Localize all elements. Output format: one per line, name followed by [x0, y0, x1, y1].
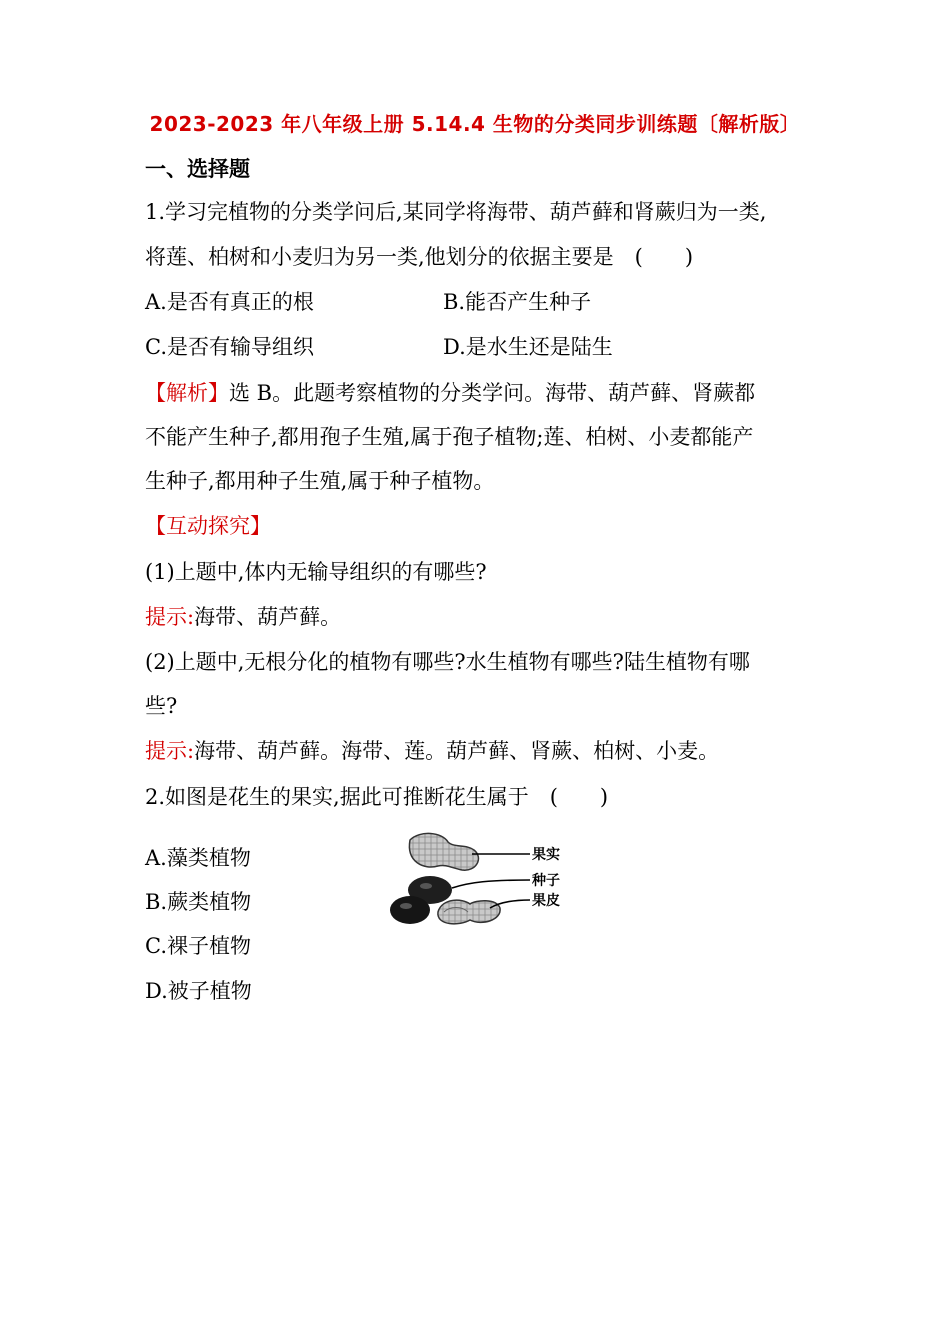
sub1-answer: 海带、葫芦藓。: [194, 605, 342, 629]
analysis-label: 【解析】: [145, 381, 229, 405]
q2-option-d: D.被子植物: [145, 979, 252, 1003]
document-title: 2023-2023 年八年级上册 5.14.4 生物的分类同步训练题〔解析版〕: [149, 112, 801, 136]
sub2-answer-line: [145, 735, 719, 765]
q1-analysis-line3: 生种子,都用种子生殖,属于种子植物。: [145, 469, 495, 493]
q2-option-b: B.蕨类植物: [145, 890, 252, 914]
explore-label: 【互动探究】: [145, 514, 271, 538]
q1-option-d: D.是水生还是陆生: [443, 335, 613, 359]
seed-leader-line: [452, 880, 530, 888]
peanut-figure: [380, 828, 580, 932]
q1-stem-line2: 将莲、柏树和小麦归为另一类,他划分的依据主要是 ( ): [145, 245, 694, 269]
hint-label-1: 提示:: [145, 605, 195, 629]
q2-option-c: C.裸子植物: [145, 934, 251, 958]
q1-option-c: C.是否有输导组织: [145, 335, 314, 359]
label-seed: 种子: [532, 873, 560, 889]
analysis-text-1: 选 B。此题考察植物的分类学问。海带、葫芦藓、肾蕨都: [229, 381, 756, 405]
sub1-question: (1)上题中,体内无输导组织的有哪些?: [145, 560, 487, 584]
peanut-fruit-shape: [409, 833, 478, 870]
sub2-question-line2: 些?: [145, 694, 178, 718]
q1-analysis-line1: [145, 377, 755, 407]
label-pericarp: 果皮: [532, 893, 560, 909]
section-heading: 一、选择题: [145, 157, 250, 181]
q1-option-b: B.能否产生种子: [443, 290, 592, 314]
sub2-question-line1: (2)上题中,无根分化的植物有哪些?水生植物有哪些?陆生植物有哪: [145, 650, 750, 674]
q2-stem: 2.如图是花生的果实,据此可推断花生属于 ( ): [145, 785, 609, 809]
sub2-answer: 海带、葫芦藓。海带、莲。葫芦藓、肾蕨、柏树、小麦。: [194, 739, 720, 763]
sub1-answer-line: [145, 601, 341, 631]
q1-option-a: A.是否有真正的根: [145, 290, 314, 314]
peanut-pericarp-shape: [438, 900, 500, 924]
q1-analysis-line2: 不能产生种子,都用孢子生殖,属于孢子植物;莲、柏树、小麦都能产: [145, 425, 754, 449]
q2-option-a: A.藻类植物: [145, 846, 251, 870]
hint-label-2: 提示:: [145, 739, 195, 763]
q1-stem-line1: 1.学习完植物的分类学问后,某同学将海带、葫芦藓和肾蕨归为一类,: [145, 200, 767, 224]
label-fruit: 果实: [532, 847, 560, 863]
